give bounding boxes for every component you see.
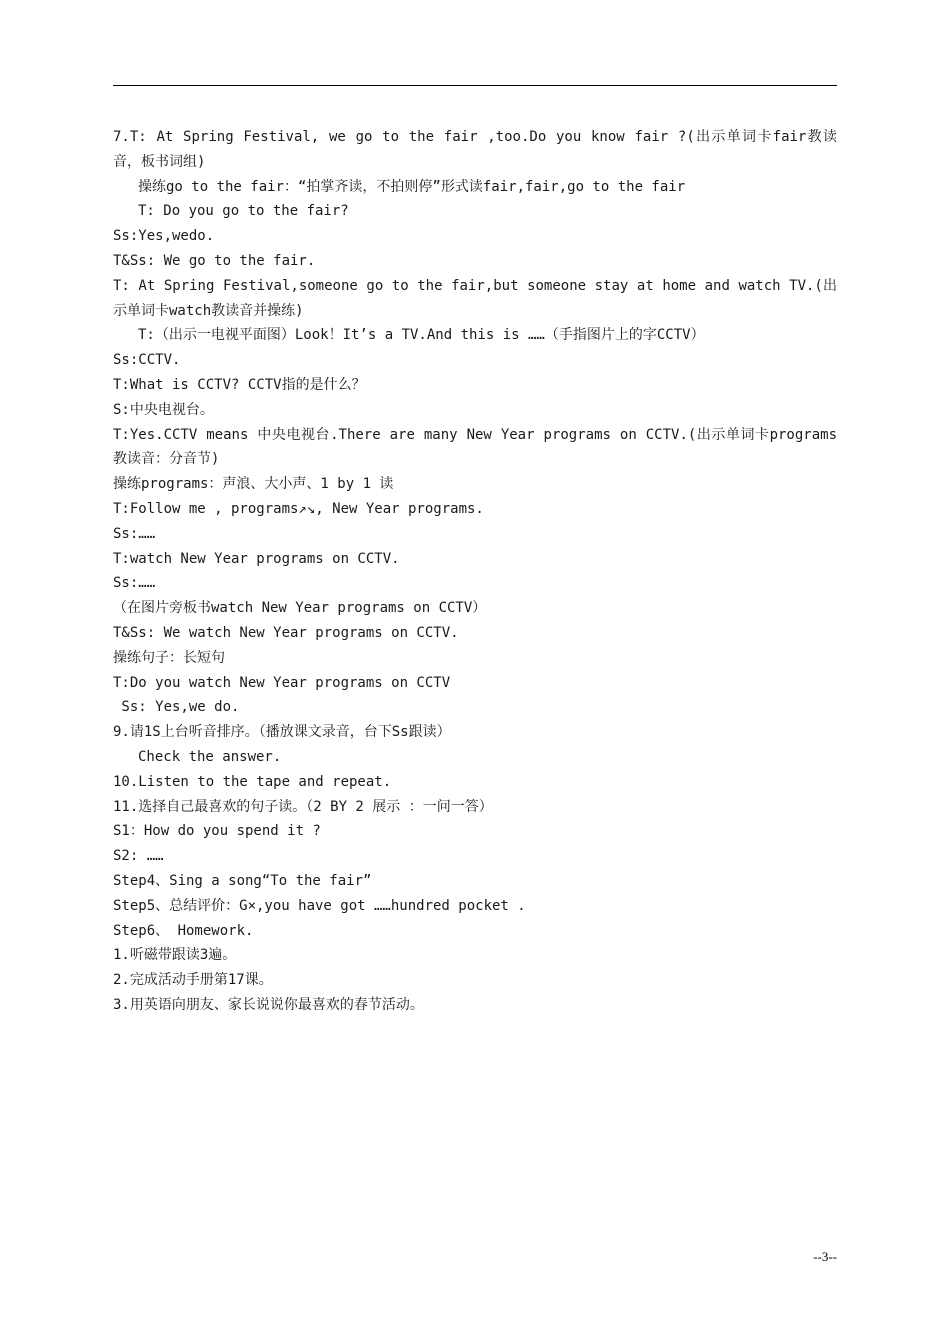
text-line: S1：How do you spend it ? xyxy=(113,823,321,840)
text-line: （在图片旁板书watch New Year programs on CCTV） xyxy=(113,600,487,617)
text-line: 9.请1S上台听音排序。（播放课文录音，台下Ss跟读） xyxy=(113,724,451,741)
text-line: T:watch New Year programs on CCTV. xyxy=(113,550,400,567)
text-line: 11.选择自己最喜欢的句子读。（2 BY 2 展示 ：一问一答） xyxy=(113,798,493,815)
text-line: T:Follow me , programs↗↘, New Year programs. xyxy=(113,500,484,517)
text-line: T:（出示一电视平面图）Look！It’s a TV.And this is ……（手指图片上的字CCTV） xyxy=(138,327,705,344)
text-line: Step6、 Homework. xyxy=(113,922,254,939)
text-line: Step5、总结评价：G×,you have got ……hundred pocket . xyxy=(113,897,526,914)
text-line: T:Yes.CCTV means 中央电视台.There are many New Year programs on CCTV.(出示单词卡programs教读音：分音节) xyxy=(113,426,837,468)
text-line: Ss: Yes,we do. xyxy=(113,699,240,716)
text-line: T&Ss: We watch New Year programs on CCTV. xyxy=(113,624,459,641)
text-line: T&Ss: We go to the fair. xyxy=(113,252,316,269)
text-line: Ss:Yes,wedo. xyxy=(113,228,215,245)
text-line: T:Do you watch New Year programs on CCTV xyxy=(113,674,451,691)
text-line: 2.完成活动手册第17课。 xyxy=(113,972,273,989)
text-line: 操练go to the fair：“拍掌齐读，不拍则停”形式读fair,fair,go to the fair xyxy=(138,178,686,195)
text-line: Ss:…… xyxy=(113,575,156,592)
page-number: --3-- xyxy=(813,1249,837,1264)
text-line: 1.听磁带跟读3遍。 xyxy=(113,947,237,964)
header-rule xyxy=(113,85,837,86)
text-line: S2: …… xyxy=(113,848,164,865)
text-line: T: Do you go to the fair? xyxy=(138,203,349,220)
text-line: Ss:CCTV. xyxy=(113,352,181,369)
text-line: Step4、Sing a song“To the fair” xyxy=(113,872,372,889)
text-line: 操练programs：声浪、大小声、1 by 1 读 xyxy=(113,476,394,493)
text-line: 3.用英语向朋友、家长说说你最喜欢的春节活动。 xyxy=(113,996,424,1013)
lesson-plan-body xyxy=(113,125,837,1018)
text-line: T:What is CCTV? CCTV指的是什么？ xyxy=(113,376,366,393)
text-line: 10.Listen to the tape and repeat. xyxy=(113,773,392,790)
text-line: Ss:…… xyxy=(113,525,156,542)
text-line: S:中央电视台。 xyxy=(113,401,214,418)
paragraph-7: 7.T: At Spring Festival, we go to the fair ,too.Do you know fair ?(出示单词卡fair教读音，板书词组) xyxy=(113,129,837,170)
text-line: Check the answer. xyxy=(138,748,282,765)
text-line: T: At Spring Festival,someone go to the fair,but someone stay at home and watch TV.(出示单词卡watch教读音并操练) xyxy=(113,277,837,319)
text-line: 操练句子：长短句 xyxy=(113,649,225,666)
